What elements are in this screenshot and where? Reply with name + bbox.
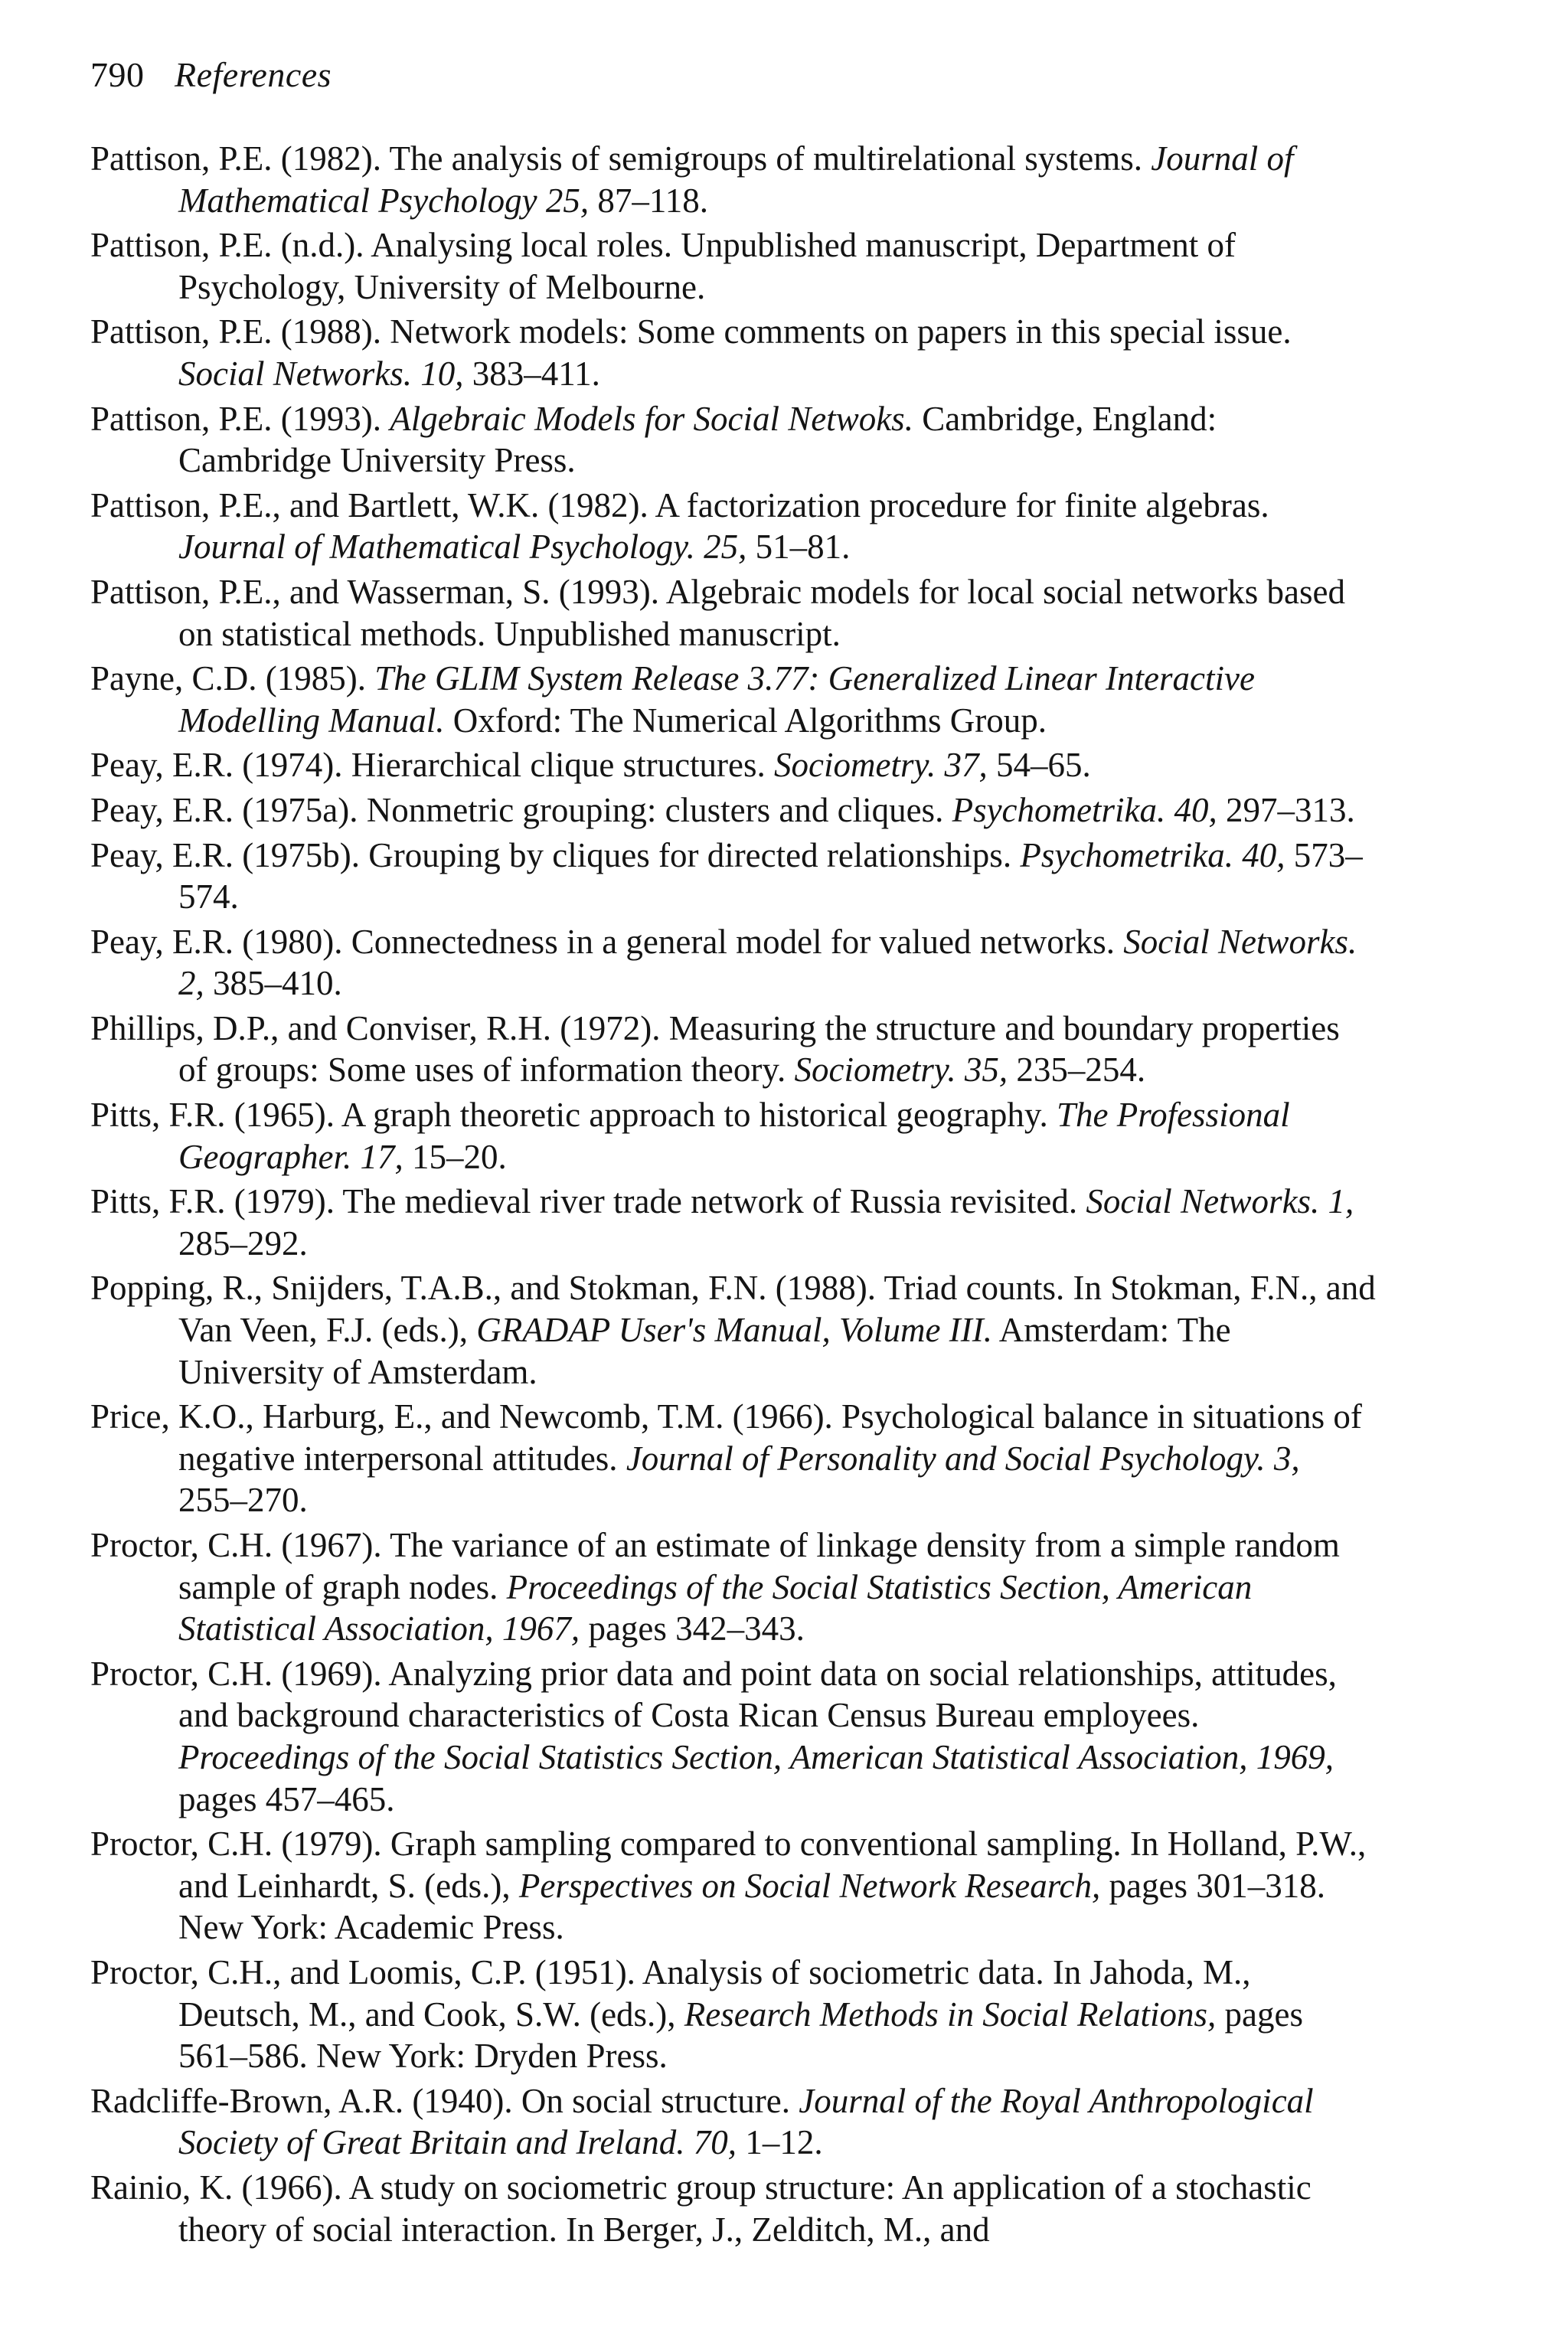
ref-pages: pages 457–465. [178,1779,395,1818]
ref-text: Peay, E.R. (1974). Hierarchical clique structures. [90,746,775,785]
reference-entry [90,1008,1377,1091]
ref-source: The GLIM System Release 3.77: Generalized Linear Interactive Modelling Manual. [178,659,1255,740]
reference-entry [90,744,1377,786]
ref-pages: Cambridge, England: Cambridge University Press. [178,399,1217,480]
reference-entry [90,1952,1377,2077]
reference-entry [90,224,1377,308]
reference-entry [90,1267,1377,1393]
ref-source: Journal of Mathematical Psychology. 25, [178,528,747,567]
ref-source: Psychometrika. 40, [952,790,1217,829]
reference-entry [90,485,1377,568]
reference-entry [90,2080,1377,2164]
ref-text: Peay, E.R. (1975a). Nonmetric grouping: clusters and cliques. [90,790,952,829]
ref-source: Perspectives on Social Network Research, [518,1866,1101,1905]
ref-source: Research Methods in Social Relations, [684,1995,1217,2034]
reference-entry [90,1396,1377,1521]
ref-text: Peay, E.R. (1980). Connectedness in a general model for valued networks. [90,922,1124,961]
ref-source: Social Networks. 10, [178,354,464,393]
section-title: References [175,55,332,94]
ref-text: Pitts, F.R. (1965). A graph theoretic approach to historical geography. [90,1096,1057,1135]
reference-list [90,138,1377,2253]
ref-pages: 383–411. [463,354,600,393]
ref-source: Sociometry. 35, [794,1050,1008,1090]
ref-source: The Professional Geographer. 17, [178,1096,1290,1176]
reference-entry [90,1653,1377,1820]
ref-source: Journal of Mathematical Psychology 25, [178,139,1294,220]
ref-pages: 15–20. [403,1137,507,1176]
ref-pages: 297–313. [1217,790,1355,829]
ref-pages: Oxford: The Numerical Algorithms Group. [444,701,1047,740]
reference-entry [90,1181,1377,1264]
reference-entry [90,835,1377,918]
ref-pages: pages 342–343. [580,1609,805,1648]
ref-pages: 87–118. [589,181,708,220]
reference-entry [90,311,1377,394]
ref-text: Pattison, P.E. (1993). [90,399,390,438]
ref-text: Pitts, F.R. (1979). The medieval river trade network of Russia revisited. [90,1182,1086,1221]
ref-pages: Amsterdam: The University of Amsterdam. [178,1311,1231,1391]
page-number: 790 [90,55,145,94]
ref-text: Proctor, C.H., and Loomis, C.P. (1951). Analysis of sociometric data. In Jahoda, M., Deutsch, M., and Cook, S.W. (eds.), [90,1952,1251,2034]
ref-text: Pattison, P.E. (n.d.). Analysing local roles. Unpublished manuscript, Department of Psychology, University of Melbourne. [90,226,1236,306]
ref-source: Proceedings of the Social Statistics Section, American Statistical Association, 1969, [178,1737,1334,1776]
ref-text: Pattison, P.E., and Bartlett, W.K. (1982). A factorization procedure for finite algebras. [90,485,1269,524]
ref-pages: 385–410. [204,964,342,1003]
ref-source: Social Networks. 1, [1086,1182,1354,1221]
reference-entry [90,398,1377,482]
ref-source: Social Networks. 2, [178,922,1357,1003]
ref-source: Sociometry. 37, [774,746,988,785]
ref-source: GRADAP User's Manual, Volume III. [476,1311,992,1350]
ref-text: Popping, R., Snijders, T.A.B., and Stokman, F.N. (1988). Triad counts. In Stokman, F.N., and Van Veen, F.J. (eds.), [90,1269,1376,1350]
ref-pages: 1–12. [737,2123,823,2162]
ref-text: Payne, C.D. (1985). [90,659,375,698]
reference-entry [90,921,1377,1005]
ref-text: Pattison, P.E. (1988). Network models: Some comments on papers in this special issue. [90,312,1292,351]
ref-text: Rainio, K. (1966). A study on sociometric group structure: An application of a stochastic theory of social interaction. In Berger, J., Zelditch, M., and [90,2168,1312,2249]
ref-source: Journal of Personality and Social Psychology. 3, [626,1439,1300,1478]
ref-pages: pages 301–318. New York: Academic Press. [178,1866,1325,1947]
ref-pages: 51–81. [746,528,851,567]
reference-entry [90,571,1377,655]
reference-entry [90,789,1377,831]
ref-text: Proctor, C.H. (1979). Graph sampling compared to conventional sampling. In Holland, P.W., and Leinhardt, S. (eds.), [90,1825,1367,1905]
ref-text: Pattison, P.E., and Wasserman, S. (1993). Algebraic models for local social networks based on statistical methods. Unpublished manuscript. [90,572,1345,653]
ref-source: Journal of the Royal Anthropological Society of Great Britain and Ireland. 70, [178,2081,1314,2162]
ref-source: Psychometrika. 40, [1020,835,1285,874]
ref-text: Peay, E.R. (1975b). Grouping by cliques for directed relationships. [90,835,1021,874]
ref-text: Phillips, D.P., and Conviser, R.H. (1972). Measuring the structure and boundary properties of groups: Some uses of information theory. [90,1008,1340,1090]
ref-pages: 54–65. [987,746,1091,785]
reference-entry [90,138,1377,221]
ref-text: Radcliffe-Brown, A.R. (1940). On social structure. [90,2081,799,2120]
reference-entry [90,658,1377,741]
running-head [90,54,332,96]
ref-pages: pages 561–586. New York: Dryden Press. [178,1995,1303,2076]
reference-entry [90,2167,1377,2250]
ref-pages: 255–270. [178,1481,308,1520]
ref-pages: 235–254. [1008,1050,1146,1090]
ref-text: Proctor, C.H. (1969). Analyzing prior data and point data on social relationships, attitudes, and background characteristics of Costa Rican Census Bureau employees. [90,1654,1337,1735]
ref-pages: 285–292. [178,1224,308,1263]
reference-entry [90,1524,1377,1650]
ref-text: Proctor, C.H. (1967). The variance of an estimate of linkage density from a simple random sample of graph nodes. [90,1526,1340,1606]
ref-source: Proceedings of the Social Statistics Section, American Statistical Association, 1967, [178,1567,1253,1648]
ref-text: Price, K.O., Harburg, E., and Newcomb, T.M. (1966). Psychological balance in situations of negative interpersonal attitudes. [90,1397,1362,1478]
ref-text: Pattison, P.E. (1982). The analysis of semigroups of multirelational systems. [90,139,1152,178]
ref-pages: 573–574. [178,835,1363,916]
ref-source: Algebraic Models for Social Netwoks. [390,399,913,438]
reference-entry [90,1094,1377,1178]
reference-entry [90,1823,1377,1949]
